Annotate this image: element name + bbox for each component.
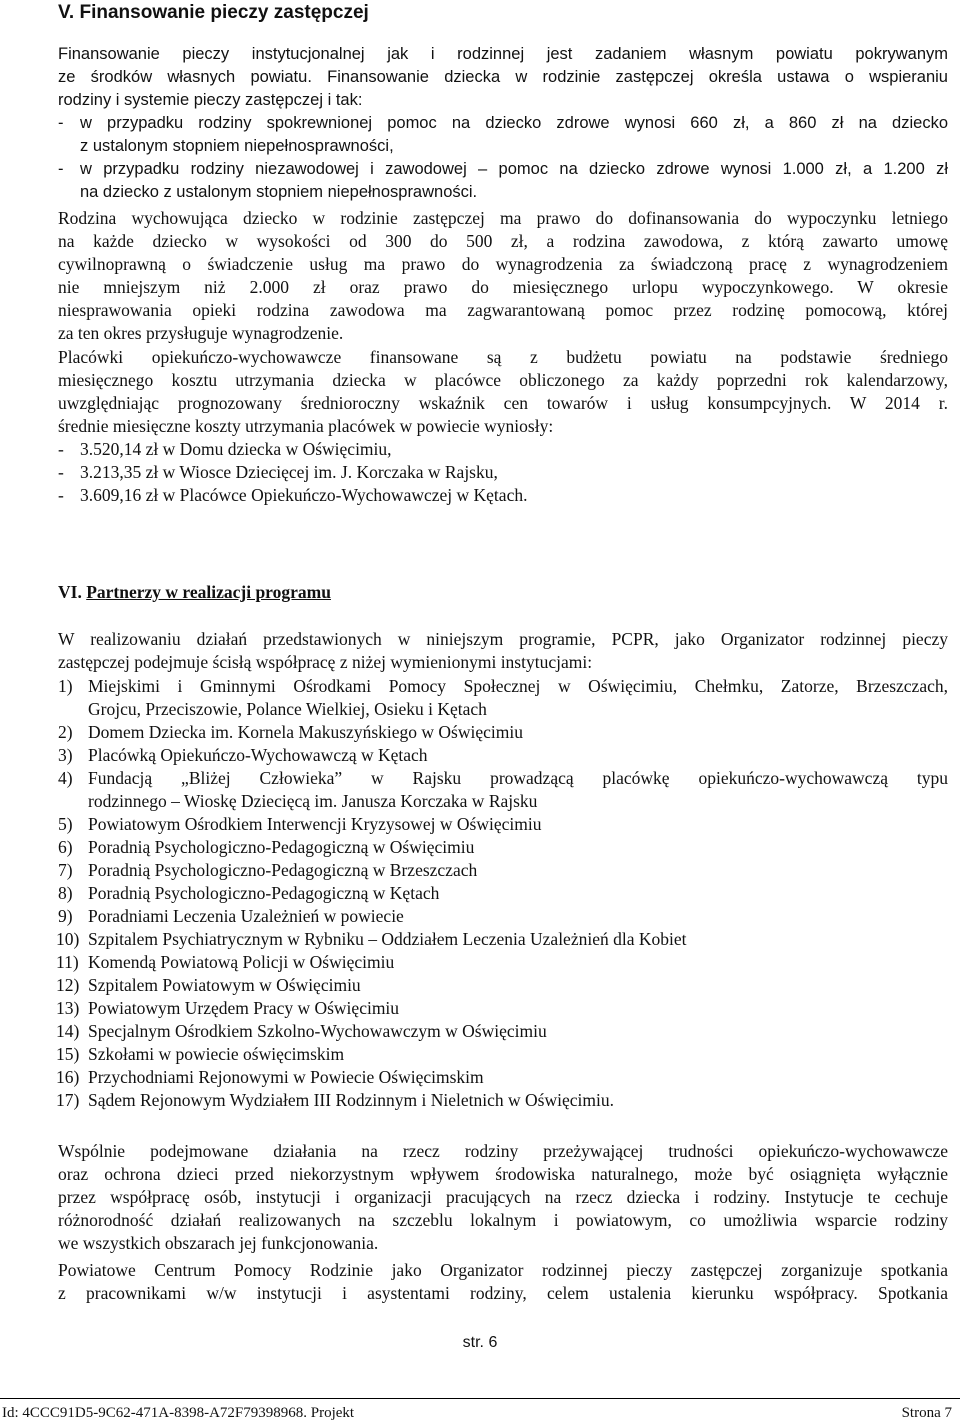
partner-item [58,905,948,928]
partner-item [58,1066,948,1089]
text-line: rodziny i systemie pieczy zastępczej i tak: [58,91,363,109]
text-line: Grojcu, Przeciszowie, Polance Wielkiej, Osieku i Kętach [88,699,487,719]
cost-item [58,484,948,507]
text-line: 3.609,16 zł w Placówce Opiekuńczo-Wychowawczej w Kętach. [80,485,528,505]
partner-item [58,997,948,1020]
section-6-heading [58,582,331,603]
item-number: 4) [58,768,73,788]
partners-list [58,675,948,1112]
item-number: 14) [56,1021,80,1041]
page-number: str. 6 [462,1334,498,1351]
text-line: Finansowanie pieczy instytucjonalnej jak i rodzinnej jest zadaniem własnym powiatu pokrywanym [58,45,948,63]
text-line: miesięcznego kosztu utrzymania dziecka w placówce obliczonego za każdy poprzedni rok kalendarzowy, [58,370,948,390]
item-number: 2) [58,722,73,742]
text-line: z pracownikami w/w instytucji i asystentami rodziny, celem ustalenia kierunku współpracy. Spotkania [58,1283,948,1303]
text-line: w przypadku rodziny niezawodowej i zawodowej – pomoc na dziecko zdrowe wynosi 1.000 zł, a 1.200 zł [80,160,948,178]
item-number: 1) [58,676,73,696]
item-number: 5) [58,814,73,834]
text-line: Poradnią Psychologiczno-Pedagogiczną w Oświęcimiu [88,837,475,857]
text-line: Miejskimi i Gminnymi Ośrodkami Pomocy Społecznej w Oświęcimiu, Chełmku, Zatorze, Brzeszczach, [88,676,948,696]
bullet-dash: - [58,485,64,505]
partner-item [58,951,948,974]
text-line: Komendą Powiatową Policji w Oświęcimiu [88,952,395,972]
item-number: 12) [56,975,80,995]
text-line: cywilnoprawną o świadczenie usług ma prawo do wynagrodzenia za świadczoną pracę z wynagrodzeniem [58,254,948,274]
text-line: Poradnią Psychologiczno-Pedagogiczną w Brzeszczach [88,860,478,880]
text-line: Szpitalem Powiatowym w Oświęcimiu [88,975,361,995]
allowance-bullet [58,112,948,158]
item-number: 15) [56,1044,80,1064]
partner-item [58,859,948,882]
text-line: przez współpracę osób, instytucji i organizacji pracujących na rzecz dziecka i rodziny. Instytucje te cechuje [58,1187,948,1207]
item-number: 13) [56,998,80,1018]
partner-item [58,1020,948,1043]
section-6-closing-1 [58,1140,948,1255]
partner-item [58,928,948,951]
partner-item [58,813,948,836]
bullet-dash: - [58,439,64,459]
text-line: Wspólnie podejmowane działania na rzecz rodziny przeżywającej trudności opiekuńczo-wychowawcze [58,1141,948,1161]
text-line: Specjalnym Ośrodkiem Szkolno-Wychowawczym w Oświęcimiu [88,1021,547,1041]
partner-item [58,744,948,767]
text-line: Przychodniami Rejonowymi w Powiecie Oświęcimskim [88,1067,484,1087]
section-6-intro [58,628,948,674]
bullet-dash: - [58,114,64,132]
text-line: uwzględniając prognozowany średnioroczny wskaźnik cen towarów i usług konsumpcyjnych. W 2014 r. [58,393,948,413]
partner-item [58,675,948,721]
text-line: Domem Dziecka im. Kornela Makuszyńskiego w Oświęcimiu [88,722,523,742]
footer-page-label: Strona 7 [901,1405,952,1421]
cost-item [58,461,948,484]
allowance-bullet [58,158,948,204]
text-line: Sądem Rejonowym Wydziałem III Rodzinnym i Nieletnich w Oświęcimiu. [88,1090,614,1110]
text-line: z ustalonym stopniem niepełnosprawności, [80,137,394,155]
text-line: na dziecko z ustalonym stopniem niepełnosprawności. [80,183,478,201]
text-line: Fundacją „Bliżej Człowieka” w Rajsku prowadzącą placówkę opiekuńczo-wychowawczą typu [88,768,948,788]
partner-item [58,882,948,905]
text-line: Rodzina wychowująca dziecko w rodzinie zastępczej ma prawo do dofinansowania do wypoczynku letniego [58,208,948,228]
text-line: 3.213,35 zł w Wiosce Dziecięcej im. J. Korczaka w Rajsku, [80,462,498,482]
text-line: nie mniejszym niż 2.000 zł oraz prawo do miesięcznego urlopu wypoczynkowego. W okresie [58,277,948,297]
text-line: w przypadku rodziny spokrewnionej pomoc na dziecko zdrowe wynosi 660 zł, a 860 zł na dziecko [80,114,948,132]
text-line: niesprawowania opieki rodzina zawodowa ma zagwarantowaną pomoc przez rodzinę pomocową, której [58,300,948,320]
item-number: 8) [58,883,73,903]
text-line: Szpitalem Psychiatrycznym w Rybniku – Oddziałem Leczenia Uzależnień dla Kobiet [88,929,687,949]
document-footer [0,1398,960,1425]
item-number: 16) [56,1067,80,1087]
item-number: 7) [58,860,73,880]
partner-item [58,721,948,744]
text-line: ze środków własnych powiatu. Finansowanie dziecka w rodzinie zastępczej określa ustawa o wspieraniu [58,68,948,86]
text-line: 3.520,14 zł w Domu dziecka w Oświęcimiu, [80,439,392,459]
item-number: 9) [58,906,73,926]
text-line: różnorodność działań realizowanych na szczeblu lokalnym i powiatowym, co umożliwia wsparcie rodziny [58,1210,948,1230]
bullet-dash: - [58,160,64,178]
partner-item [58,1089,948,1112]
section-5-paragraph-2 [58,207,948,345]
partner-item [58,767,948,813]
document-id: Id: 4CCC91D5-9C62-471A-8398-A72F79398968. Projekt [2,1405,355,1421]
text-line: rodzinnego – Wioskę Dziecięcą im. Janusza Korczaka w Rajsku [88,791,538,811]
section-5-heading: V. Finansowanie pieczy zastępczej [58,2,369,23]
partner-item [58,974,948,997]
section-6-number: VI. [58,582,82,602]
cost-item [58,438,948,461]
partner-item [58,1043,948,1066]
text-line: Powiatowym Urzędem Pracy w Oświęcimiu [88,998,400,1018]
text-line: za ten okres przysługuje wynagrodzenie. [58,323,344,343]
text-line: oraz ochrona dzieci przed niekorzystnym wpływem środowiska naturalnego, może być osiągnięta wyłącznie [58,1164,948,1184]
text-line: zastępczej podejmuje ścisłą współpracę z niżej wymienionymi instytucjami: [58,652,593,672]
section-5-body [58,43,948,204]
text-line: Powiatowym Ośrodkiem Interwencji Kryzysowej w Oświęcimiu [88,814,542,834]
section-6-closing-2 [58,1259,948,1305]
partner-item [58,836,948,859]
item-number: 11) [56,952,79,972]
text-line: W realizowaniu działań przedstawionych w niniejszym programie, PCPR, jako Organizator rodzinnej pieczy [58,629,948,649]
text-line: we wszystkich obszarach jej funkcjonowania. [58,1233,379,1253]
text-line: Placówką Opiekuńczo-Wychowawczą w Kętach [88,745,428,765]
text-line: średnie miesięczne koszty utrzymania placówek w powiecie wyniosły: [58,416,554,436]
bullet-dash: - [58,462,64,482]
text-line: na każde dziecko w wysokości od 300 do 500 zł, a rodzina zawodowa, z którą zawarto umowę [58,231,948,251]
item-number: 10) [56,929,80,949]
item-number: 6) [58,837,73,857]
item-number: 17) [56,1090,80,1110]
text-line: Szkołami w powiecie oświęcimskim [88,1044,345,1064]
item-number: 3) [58,745,73,765]
text-line: Powiatowe Centrum Pomocy Rodzinie jako Organizator rodzinnej pieczy zastępczej zorganizuje spotkania [58,1260,948,1280]
text-line: Poradniami Leczenia Uzależnień w powiecie [88,906,404,926]
text-line: Poradnią Psychologiczno-Pedagogiczną w Kętach [88,883,440,903]
text-line: Placówki opiekuńczo-wychowawcze finansowane są z budżetu powiatu na podstawie średniego [58,347,948,367]
section-6-title: Partnerzy w realizacji programu [86,582,331,602]
section-5-paragraph-3 [58,346,948,507]
